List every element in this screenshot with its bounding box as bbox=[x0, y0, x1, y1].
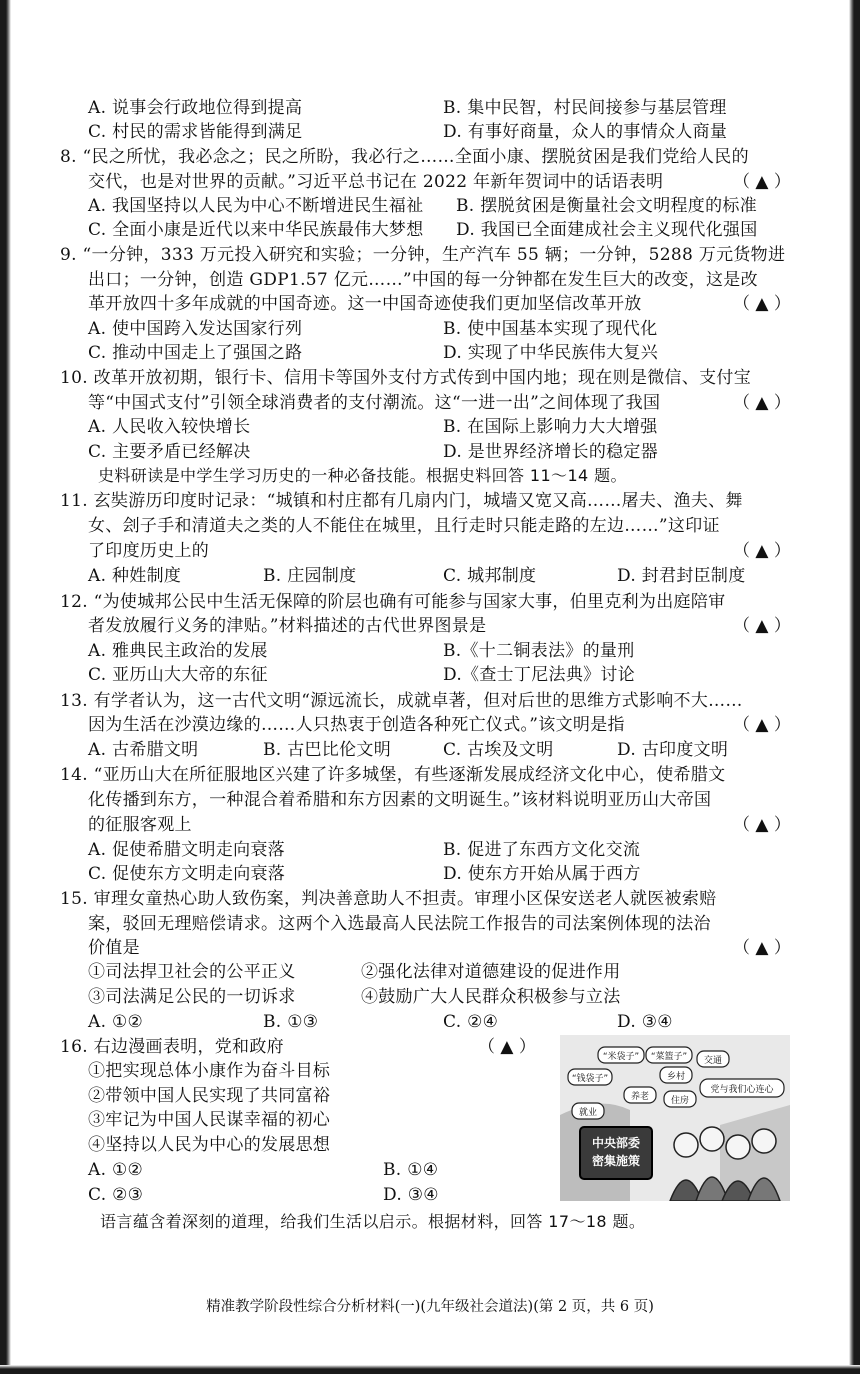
bag-housing-label: 住房 bbox=[670, 1096, 690, 1106]
text-line: 10. 改革开放初期，银行卡、信用卡等国外支付方式传到中国内地；现在则是微信、支付宝 bbox=[60, 368, 752, 388]
bag-rice-label: “米袋子” bbox=[602, 1052, 640, 1062]
text-line: 15. 审理女童热心助人致伤案，判决善意助人不担责。审理小区保安送老人就医被索赔 bbox=[60, 889, 717, 909]
text-line: B.《十二铜表法》的量刑 bbox=[443, 641, 635, 661]
text-line: B. 集中民智，村民间接参与基层管理 bbox=[443, 98, 727, 118]
text-line: D. 有事好商量，众人的事情众人商量 bbox=[443, 122, 728, 142]
text-line: D. 是世界经济增长的稳定器 bbox=[443, 442, 659, 462]
text-line: D. 古印度文明 bbox=[617, 740, 729, 760]
bag-village-label: 乡村 bbox=[666, 1072, 686, 1082]
text-line: C. 古埃及文明 bbox=[443, 740, 554, 760]
text-line: 交代，也是对世界的贡献。”习近平总书记在 2022 年新年贺词中的话语表明 bbox=[88, 172, 664, 192]
text-line: 革开放四十多年成就的中国奇迹。这一中国奇迹使我们更加坚信改革开放 bbox=[88, 294, 642, 314]
text-line: C. 主要矛盾已经解决 bbox=[88, 442, 251, 462]
text-line: C. 城邦制度 bbox=[443, 566, 537, 586]
text-line: A. 说事会行政地位得到提高 bbox=[88, 98, 303, 118]
text-line: ①把实现总体小康作为奋斗目标 bbox=[88, 1061, 331, 1081]
text-line: D. 封君封臣制度 bbox=[617, 566, 746, 586]
text-line: 的征服客观上 bbox=[88, 815, 192, 835]
text-line: ②带领中国人民实现了共同富裕 bbox=[88, 1086, 331, 1106]
scan-border-bottom bbox=[0, 1365, 860, 1374]
cartoon-board-line-1: 中央部委 bbox=[591, 1136, 641, 1150]
text-line: D. 使东方开始从属于西方 bbox=[443, 864, 641, 884]
answer-blank: （ ▲ ） bbox=[733, 294, 791, 314]
text-line: 语言蕴含着深刻的道理，给我们生活以启示。根据材料，回答 17～18 题。 bbox=[100, 1212, 646, 1231]
answer-blank: （ ▲ ） bbox=[733, 938, 791, 958]
text-line: A. 使中国跨入发达国家行列 bbox=[88, 319, 303, 339]
text-line: A. 我国坚持以人民为中心不断增进民生福祉 bbox=[88, 196, 424, 216]
answer-blank: （ ▲ ） bbox=[478, 1037, 536, 1057]
text-line: B. ①③ bbox=[263, 1012, 319, 1032]
text-line: C. 促使东方文明走向衰落 bbox=[88, 864, 286, 884]
text-line: 了印度历史上的 bbox=[88, 541, 210, 561]
answer-blank: （ ▲ ） bbox=[733, 715, 791, 735]
text-line: C. ②④ bbox=[443, 1012, 499, 1032]
cartoon-illustration bbox=[560, 1035, 790, 1201]
bag-vegetable-label: “菜篮子” bbox=[650, 1052, 688, 1062]
text-line: D. 实现了中华民族伟大复兴 bbox=[443, 343, 659, 363]
text-line: 等“中国式支付”引领全球消费者的支付潮流。这“一进一出”之间体现了我国 bbox=[88, 393, 661, 413]
answer-blank: （ ▲ ） bbox=[733, 541, 791, 561]
text-line: B. 促进了东西方文化交流 bbox=[443, 840, 641, 860]
text-line: C. 推动中国走上了强国之路 bbox=[88, 343, 303, 363]
text-line: D. ③④ bbox=[383, 1185, 439, 1205]
cartoon-drawing bbox=[560, 1035, 790, 1201]
scan-border-left bbox=[0, 0, 11, 1374]
text-line: B. 在国际上影响力大大增强 bbox=[443, 417, 658, 437]
bag-elderly-label: 养老 bbox=[630, 1092, 650, 1102]
text-line: A. 人民收入较快增长 bbox=[88, 417, 251, 437]
text-line: C. 全面小康是近代以来中华民族最伟大梦想 bbox=[88, 220, 424, 240]
text-line: B. ①④ bbox=[383, 1160, 439, 1180]
text-line: B. 古巴比伦文明 bbox=[263, 740, 391, 760]
text-line: ①司法捍卫社会的公平正义 bbox=[88, 962, 296, 982]
text-line: D. 我国已全面建成社会主义现代化强国 bbox=[456, 220, 758, 240]
scan-border-right bbox=[849, 0, 860, 1374]
text-line: 8. “民之所忧，我必念之；民之所盼，我必行之……全面小康、摆脱贫困是我们党给人民的 bbox=[60, 147, 749, 167]
text-line: 12. “为使城邦公民中生活无保障的阶层也确有可能参与国家大事，伯里克利为出庭陪审 bbox=[60, 592, 726, 612]
text-line: B. 庄园制度 bbox=[263, 566, 357, 586]
page-footer: 精准教学阶段性综合分析材料(一)(九年级社会道法)(第 2 页，共 6 页) bbox=[206, 1299, 654, 1315]
text-line: 化传播到东方，一种混合着希腊和东方因素的文明诞生。”该材料说明亚历山大帝国 bbox=[88, 790, 712, 810]
text-line: 案，驳回无理赔偿请求。这两个入选最高人民法院工作报告的司法案例体现的法治 bbox=[88, 914, 711, 934]
text-line: ②强化法律对道德建设的促进作用 bbox=[361, 962, 621, 982]
text-line: 出口；一分钟，创造 GDP1.57 亿元……”中国的每一分钟都在发生巨大的改变，这是改 bbox=[88, 270, 758, 290]
text-line: 14. “亚历山大在所征服地区兴建了许多城堡，有些逐渐发展成经济文化中心，使希腊文 bbox=[60, 765, 726, 785]
text-line: A. 古希腊文明 bbox=[88, 740, 199, 760]
text-line: 女、刽子手和清道夫之类的人不能住在城里，且行走时只能走路的左边……”这印证 bbox=[88, 516, 720, 536]
text-line: A. 种姓制度 bbox=[88, 566, 182, 586]
text-line: A. ①② bbox=[88, 1160, 144, 1180]
text-line: A. ①② bbox=[88, 1012, 144, 1032]
answer-blank: （ ▲ ） bbox=[733, 815, 791, 835]
cartoon-board bbox=[580, 1127, 652, 1179]
bag-money-label: “钱袋子” bbox=[571, 1074, 609, 1084]
text-line: ③牢记为中国人民谋幸福的初心 bbox=[88, 1110, 331, 1130]
text-line: A. 促使希腊文明走向衰落 bbox=[88, 840, 285, 860]
text-line: 价值是 bbox=[88, 938, 140, 958]
text-line: ③司法满足公民的一切诉求 bbox=[88, 987, 296, 1007]
banner-heart-label: 党与我们心连心 bbox=[710, 1085, 774, 1095]
text-line: 16. 右边漫画表明，党和政府 bbox=[60, 1037, 284, 1057]
text-line: 者发放履行义务的津贴。”材料描述的古代世界图景是 bbox=[88, 616, 487, 636]
bag-employment-label: 就业 bbox=[578, 1108, 598, 1118]
text-line: D. ③④ bbox=[617, 1012, 673, 1032]
text-line: B. 使中国基本实现了现代化 bbox=[443, 319, 658, 339]
text-line: 9. “一分钟，333 万元投入研究和实验；一分钟，生产汽车 55 辆；一分钟，5288 万元货物进 bbox=[60, 245, 786, 265]
answer-blank: （ ▲ ） bbox=[733, 172, 791, 192]
text-line: B. 摆脱贫困是衡量社会文明程度的标准 bbox=[456, 196, 757, 216]
text-line: C. 村民的需求皆能得到满足 bbox=[88, 122, 303, 142]
text-line: A. 雅典民主政治的发展 bbox=[88, 641, 268, 661]
answer-blank: （ ▲ ） bbox=[733, 616, 791, 636]
text-line: ④鼓励广大人民群众积极参与立法 bbox=[361, 987, 621, 1007]
bag-traffic-label: 交通 bbox=[703, 1056, 723, 1066]
text-line: C. ②③ bbox=[88, 1185, 144, 1205]
text-line: 11. 玄奘游历印度时记录：“城镇和村庄都有几扇内门，城墙又宽又高……屠夫、渔夫、舞 bbox=[60, 491, 743, 511]
answer-blank: （ ▲ ） bbox=[733, 393, 791, 413]
text-line: ④坚持以人民为中心的发展思想 bbox=[88, 1135, 331, 1155]
text-line: 史料研读是中学生学习历史的一种必备技能。根据史料回答 11～14 题。 bbox=[98, 466, 627, 485]
cartoon-board-line-2: 密集施策 bbox=[591, 1154, 641, 1168]
text-line: 因为生活在沙漠边缘的……人只热衷于创造各种死亡仪式。”该文明是指 bbox=[88, 715, 625, 735]
text-line: C. 亚历山大大帝的东征 bbox=[88, 665, 268, 685]
text-line: D.《查士丁尼法典》讨论 bbox=[443, 665, 636, 685]
text-line: 13. 有学者认为，这一古代文明“源远流长，成就卓著，但对后世的思维方式影响不大…… bbox=[60, 691, 743, 711]
